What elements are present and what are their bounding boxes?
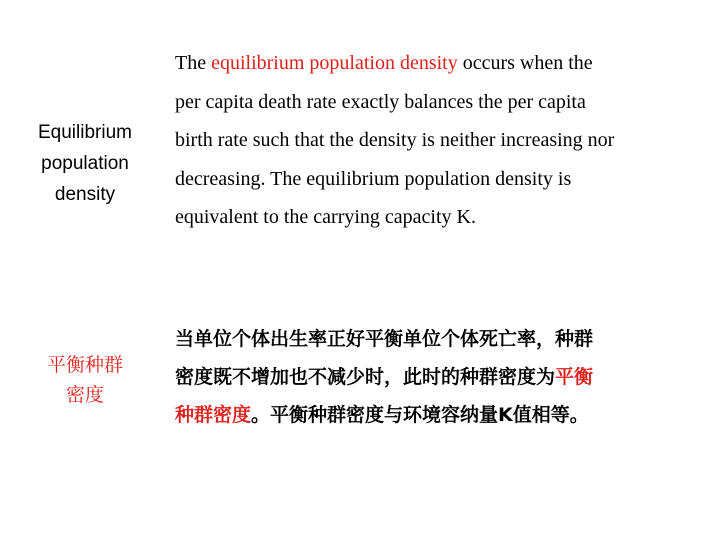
chinese-term-line: 密度 (65, 385, 104, 406)
chinese-definition-line (175, 358, 715, 396)
english-definition-line: equivalent to the carrying capacity K. (175, 206, 476, 228)
text-run: occurs when the (457, 52, 593, 74)
text-run: The (175, 52, 212, 74)
english-definition-line (175, 44, 715, 83)
english-definition-line: decreasing. The equilibrium population density is (175, 167, 572, 190)
english-definition (175, 44, 715, 237)
chinese-definition-line: 当单位个体出生率正好平衡单位个体死亡率，种群 (175, 328, 594, 350)
chinese-term-line: 平衡种群 (46, 355, 123, 376)
text-run: 密度既不增加也不减少时，此时的种群密度为 (175, 366, 556, 388)
english-term-line: density (54, 184, 116, 205)
chinese-definition (175, 320, 715, 434)
text-run: 。平衡种群密度与环境容纳量K值相等。 (251, 404, 589, 426)
chinese-definition-line (175, 396, 715, 434)
english-term (10, 117, 160, 210)
chinese-term (10, 351, 160, 411)
english-term-line: population (41, 153, 129, 174)
english-term-line: Equilibrium (38, 122, 132, 143)
highlighted-term: 种群密度 (175, 404, 252, 426)
highlighted-term: equilibrium population density (211, 52, 458, 74)
highlighted-term: 平衡 (555, 366, 594, 388)
english-definition-line: birth rate such that the density is neither increasing nor (175, 129, 615, 151)
english-definition-line: per capita death rate exactly balances the per capita (175, 90, 586, 113)
